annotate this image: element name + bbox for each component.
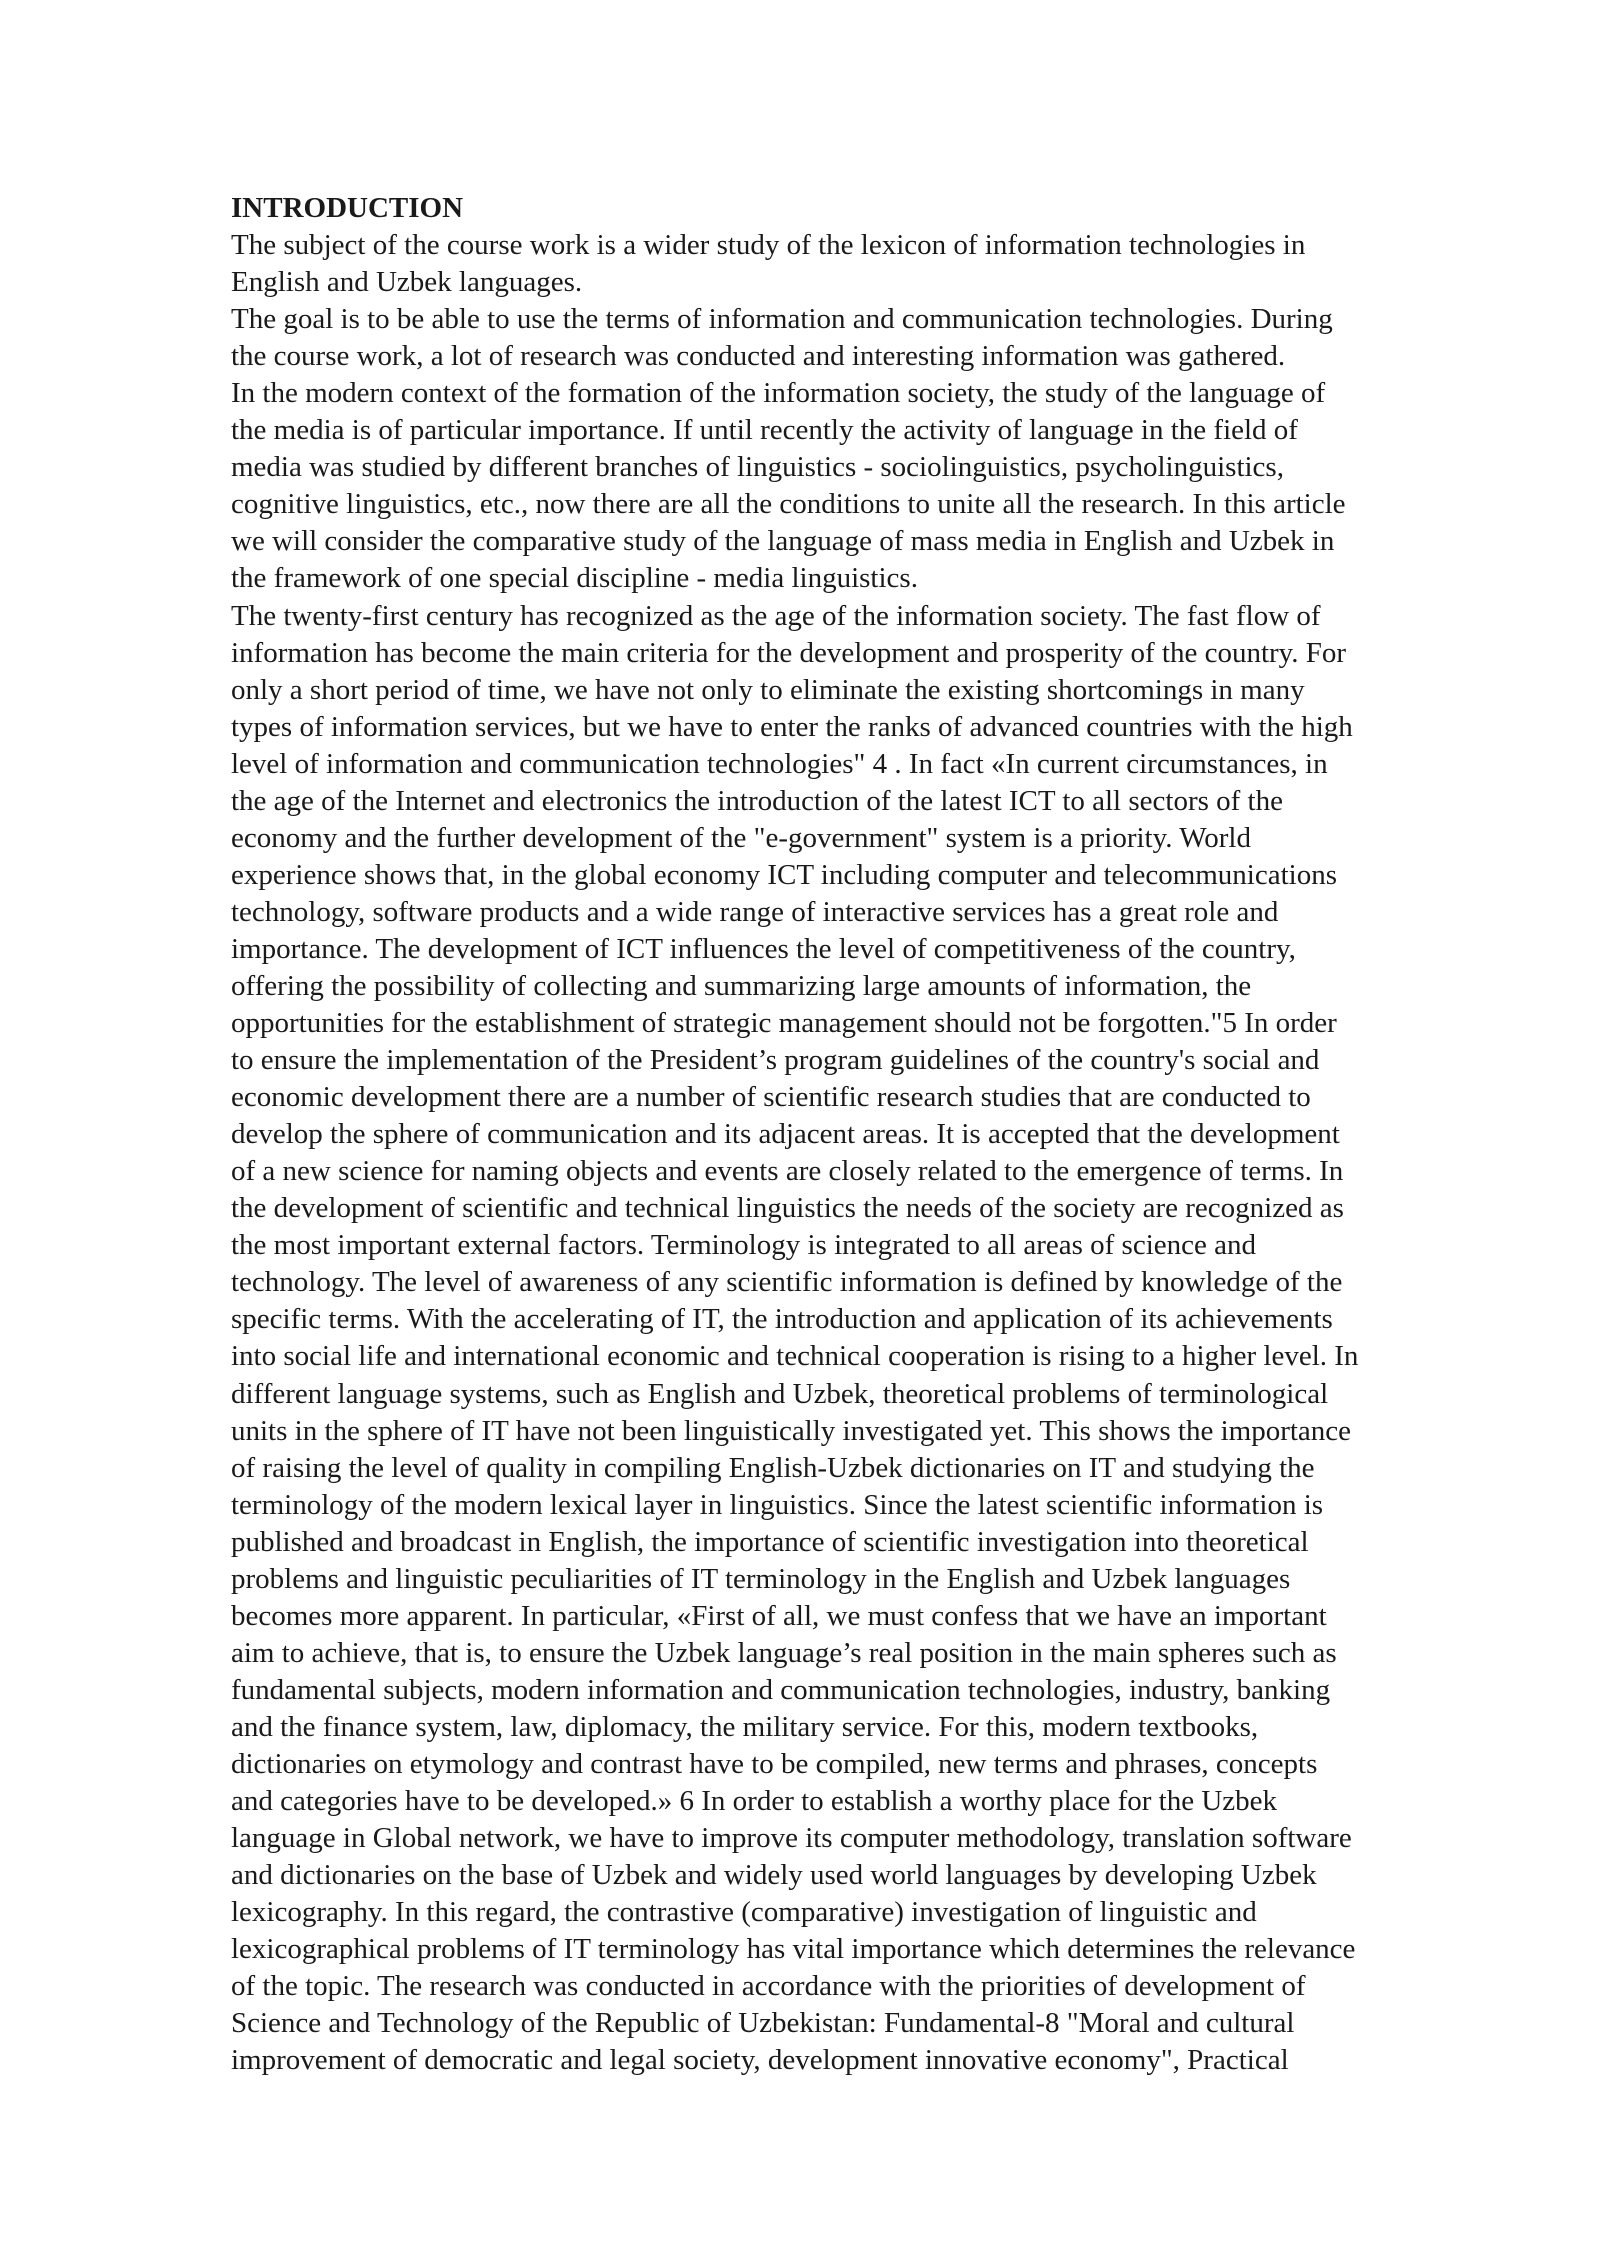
- text-line: dictionaries on etymology and contrast have to be compiled, new terms and phrases, concepts: [231, 1747, 1318, 1780]
- text-line: into social life and international economic and technical cooperation is rising to a higher level. In: [231, 1340, 1359, 1373]
- text-line: the course work, a lot of research was conducted and interesting information was gathered.: [231, 340, 1286, 373]
- text-line: experience shows that, in the global economy ICT including computer and telecommunications: [231, 858, 1338, 891]
- text-line: fundamental subjects, modern information and communication technologies, industry, banking: [231, 1673, 1331, 1706]
- text-line: develop the sphere of communication and its adjacent areas. It is accepted that the development: [231, 1118, 1340, 1151]
- text-line: cognitive linguistics, etc., now there are all the conditions to unite all the research. In this article: [231, 488, 1346, 521]
- text-line: specific terms. With the accelerating of IT, the introduction and application of its achievements: [231, 1303, 1333, 1336]
- text-line: economic development there are a number of scientific research studies that are conducted to: [231, 1081, 1311, 1114]
- body-text: [231, 227, 1521, 2079]
- text-line: information has become the main criteria for the development and prosperity of the country. For: [231, 636, 1347, 669]
- text-line: offering the possibility of collecting and summarizing large amounts of information, the: [231, 969, 1252, 1002]
- text-line: and categories have to be developed.» 6 In order to establish a worthy place for the Uzbek: [231, 1785, 1278, 1818]
- text-line: the age of the Internet and electronics the introduction of the latest ICT to all sectors of the: [231, 784, 1283, 817]
- text-line: level of information and communication technologies" 4 . In fact «In current circumstances, in: [231, 747, 1328, 780]
- text-line: English and Uzbek languages.: [231, 266, 583, 299]
- text-line: aim to achieve, that is, to ensure the Uzbek language’s real position in the main spheres such as: [231, 1636, 1337, 1669]
- text-line: In the modern context of the formation of the information society, the study of the language of: [231, 377, 1326, 410]
- text-line: of the topic. The research was conducted in accordance with the priorities of development of: [231, 1970, 1306, 2003]
- text-line: types of information services, but we have to enter the ranks of advanced countries with the high: [231, 710, 1353, 743]
- text-line: different language systems, such as English and Uzbek, theoretical problems of terminological: [231, 1377, 1329, 1410]
- text-line: we will consider the comparative study of the language of mass media in English and Uzbek in: [231, 525, 1335, 558]
- text-line: economy and the further development of the "e-government" system is a priority. World: [231, 821, 1251, 854]
- text-line: units in the sphere of IT have not been linguistically investigated yet. This shows the importance: [231, 1414, 1352, 1447]
- text-line: technology. The level of awareness of any scientific information is defined by knowledge of the: [231, 1266, 1343, 1299]
- text-line: the most important external factors. Terminology is integrated to all areas of science and: [231, 1229, 1256, 1262]
- text-line: of a new science for naming objects and events are closely related to the emergence of terms. In: [231, 1155, 1344, 1188]
- text-line: the development of scientific and technical linguistics the needs of the society are recognized as: [231, 1192, 1344, 1225]
- document-page: [231, 190, 1521, 2079]
- text-line: only a short period of time, we have not only to eliminate the existing shortcomings in many: [231, 673, 1305, 706]
- text-line: published and broadcast in English, the importance of scientific investigation into theoretical: [231, 1525, 1309, 1558]
- text-line: The goal is to be able to use the terms of information and communication technologies. During: [231, 303, 1333, 336]
- text-line: technology, software products and a wide range of interactive services has a great role and: [231, 895, 1279, 928]
- text-line: becomes more apparent. In particular, «First of all, we must confess that we have an important: [231, 1599, 1327, 1632]
- text-line: and the finance system, law, diplomacy, the military service. For this, modern textbooks,: [231, 1710, 1259, 1743]
- text-line: improvement of democratic and legal society, development innovative economy", Practical: [231, 2044, 1289, 2077]
- text-line: media was studied by different branches of linguistics - sociolinguistics, psycholinguistics,: [231, 451, 1284, 484]
- section-heading: INTRODUCTION: [231, 192, 464, 224]
- text-line: and dictionaries on the base of Uzbek and widely used world languages by developing Uzbek: [231, 1859, 1317, 1892]
- text-line: The subject of the course work is a wider study of the lexicon of information technologies in: [231, 229, 1306, 262]
- text-line: of raising the level of quality in compiling English-Uzbek dictionaries on IT and studying the: [231, 1451, 1315, 1484]
- text-line: lexicography. In this regard, the contrastive (comparative) investigation of linguistic and: [231, 1896, 1257, 1929]
- text-line: problems and linguistic peculiarities of IT terminology in the English and Uzbek languages: [231, 1562, 1291, 1595]
- text-line: The twenty-first century has recognized as the age of the information society. The fast flow of: [231, 599, 1321, 632]
- text-line: the framework of one special discipline - media linguistics.: [231, 562, 918, 595]
- text-line: to ensure the implementation of the President’s program guidelines of the country's social and: [231, 1044, 1320, 1077]
- text-line: importance. The development of ICT influences the level of competitiveness of the country,: [231, 932, 1296, 965]
- text-line: opportunities for the establishment of strategic management should not be forgotten."5 In order: [231, 1007, 1337, 1040]
- text-line: lexicographical problems of IT terminology has vital importance which determines the relevance: [231, 1933, 1356, 1966]
- text-line: language in Global network, we have to improve its computer methodology, translation software: [231, 1822, 1352, 1855]
- text-line: the media is of particular importance. If until recently the activity of language in the field of: [231, 414, 1298, 447]
- text-line: Science and Technology of the Republic of Uzbekistan: Fundamental-8 "Moral and cultural: [231, 2007, 1295, 2040]
- text-line: terminology of the modern lexical layer in linguistics. Since the latest scientific information is: [231, 1488, 1324, 1521]
